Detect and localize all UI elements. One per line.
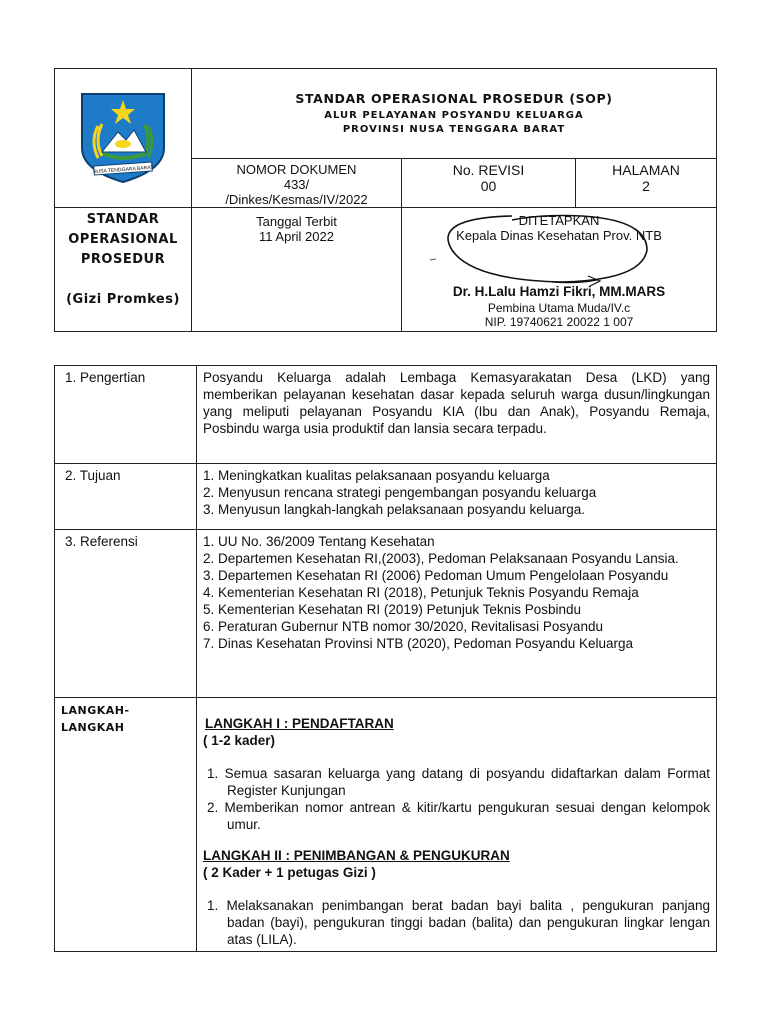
document-title: STANDAR OPERASIONAL PROSEDUR (SOP) xyxy=(295,91,613,106)
page-label: HALAMAN xyxy=(612,162,680,178)
revision-value: 00 xyxy=(480,178,497,194)
section-label-langkah xyxy=(55,698,197,952)
svg-text:NUSA TENGGARA BARAT: NUSA TENGGARA BARAT xyxy=(92,164,154,175)
section-label-tujuan: 2. Tujuan xyxy=(55,464,197,530)
signer-name: Dr. H.Lalu Hamzi Fikri, MM.MARS xyxy=(452,284,666,299)
page-cell xyxy=(576,159,717,208)
step-2-title: LANGKAH II : PENIMBANGAN & PENGUKURAN xyxy=(203,848,510,863)
list-item: 2. Menyusun rencana strategi pengembangan posyandu keluarga xyxy=(203,485,597,500)
sop-content-table xyxy=(54,365,717,952)
doc-number-line1: 433/ xyxy=(283,177,310,192)
issue-date-label: Tanggal Terbit xyxy=(256,214,337,229)
sop-line-1: STANDAR xyxy=(86,212,160,227)
table-row xyxy=(55,464,717,530)
list-item: 5. Kementerian Kesehatan RI (2019) Petunjuk Teknis Posbindu xyxy=(203,602,581,617)
list-item: 3. Departemen Kesehatan RI (2006) Pedoman Umum Pengelolaan Posyandu xyxy=(203,568,669,583)
list-item: 4. Kementerian Kesehatan RI (2018), Petunjuk Teknis Posyandu Remaja xyxy=(203,585,639,600)
section-label-referensi: 3. Referensi xyxy=(55,530,197,698)
doc-number-label: NOMOR DOKUMEN xyxy=(236,162,357,177)
step-1-title: LANGKAH I : PENDAFTARAN xyxy=(205,716,394,731)
list-item: 6. Peraturan Gubernur NTB nomor 30/2020, Revitalisasi Posyandu xyxy=(203,619,603,634)
sop-unit: (Gizi Promkes) xyxy=(66,292,180,307)
list-item: 1. Melaksanakan penimbangan berat badan bayi balita , pengukuran panjang badan (bayi), pengukuran tinggi badan (balita) dan pengukuran lingkar lengan atas (LILA). xyxy=(207,898,710,947)
table-row xyxy=(55,698,717,952)
section-list-referensi xyxy=(197,530,717,698)
list-item: 1. Semua sasaran keluarga yang datang di posyandu didaftarkan dalam Format Register Kunjungan xyxy=(207,766,710,798)
list-item: 3. Menyusun langkah-langkah pelaksanaan posyandu keluarga. xyxy=(203,502,586,517)
signer-rank: Pembina Utama Muda/IV.c xyxy=(487,301,631,315)
document-subtitle-2: PROVINSI NUSA TENGGARA BARAT xyxy=(342,124,566,135)
sop-line-2: OPERASIONAL xyxy=(68,232,178,247)
list-item: 7. Dinas Kesehatan Provinsi NTB (2020), Pedoman Posyandu Keluarga xyxy=(203,636,633,651)
table-row xyxy=(55,366,717,464)
issue-date-cell xyxy=(192,208,402,332)
header-table xyxy=(54,68,717,332)
section-label-pengertian: 1. Pengertian xyxy=(55,366,197,464)
step-1-subtitle: ( 1-2 kader) xyxy=(203,733,276,748)
doc-number-line2: /Dinkes/Kesmas/IV/2022 xyxy=(225,192,368,207)
section-text-pengertian: Posyandu Keluarga adalah Lembaga Kemasyarakatan Desa (LKD) yang memberikan pelayanan kesehatan dasar kepada seluruh warga dusun/lingkungan yang meliputi pelayanan Posyandu KIA (Ibu dan Anak), Posyandu Remaja, Posbindu warga usia produktif dan lansia secara terpadu. xyxy=(197,366,717,464)
revision-cell xyxy=(402,159,576,208)
list-item: 2. Departemen Kesehatan RI,(2003), Pedoman Pelaksanaan Posyandu Lansia. xyxy=(203,551,679,566)
approved-label: DITETAPKAN xyxy=(518,213,600,228)
revision-label: No. REVISI xyxy=(452,162,525,178)
langkah-label-line1: LANGKAH- xyxy=(61,704,130,717)
table-row xyxy=(55,530,717,698)
doc-number-cell xyxy=(192,159,402,208)
page-value: 2 xyxy=(642,178,650,194)
issue-date-value: 11 April 2022 xyxy=(259,229,334,244)
step-2-subtitle: ( 2 Kader + 1 petugas Gizi ) xyxy=(203,865,376,880)
signer-nip: NIP. 19740621 20022 1 007 xyxy=(484,315,634,329)
section-steps xyxy=(197,698,717,952)
list-item: 2. Memberikan nomor antrean & kitir/kartu pengukuran sesuai dengan kelompok umur. xyxy=(207,800,710,832)
sop-line-3: PROSEDUR xyxy=(80,252,166,267)
title-cell xyxy=(192,69,717,159)
approval-cell xyxy=(402,208,717,332)
list-item: 1. Meningkatkan kualitas pelaksanaan posyandu keluarga xyxy=(203,468,550,483)
document-subtitle-1: ALUR PELAYANAN POSYANDU KELUARGA xyxy=(324,110,584,121)
logo-cell xyxy=(55,69,192,208)
approver-title: Kepala Dinas Kesehatan Prov. NTB xyxy=(456,228,662,243)
signer-details xyxy=(402,301,716,329)
sop-label-cell xyxy=(55,208,192,332)
ntb-logo-icon xyxy=(68,86,178,186)
langkah-label-line2: LANGKAH xyxy=(61,721,125,734)
list-item: 1. UU No. 36/2009 Tentang Kesehatan xyxy=(203,534,435,549)
section-list-tujuan xyxy=(197,464,717,530)
